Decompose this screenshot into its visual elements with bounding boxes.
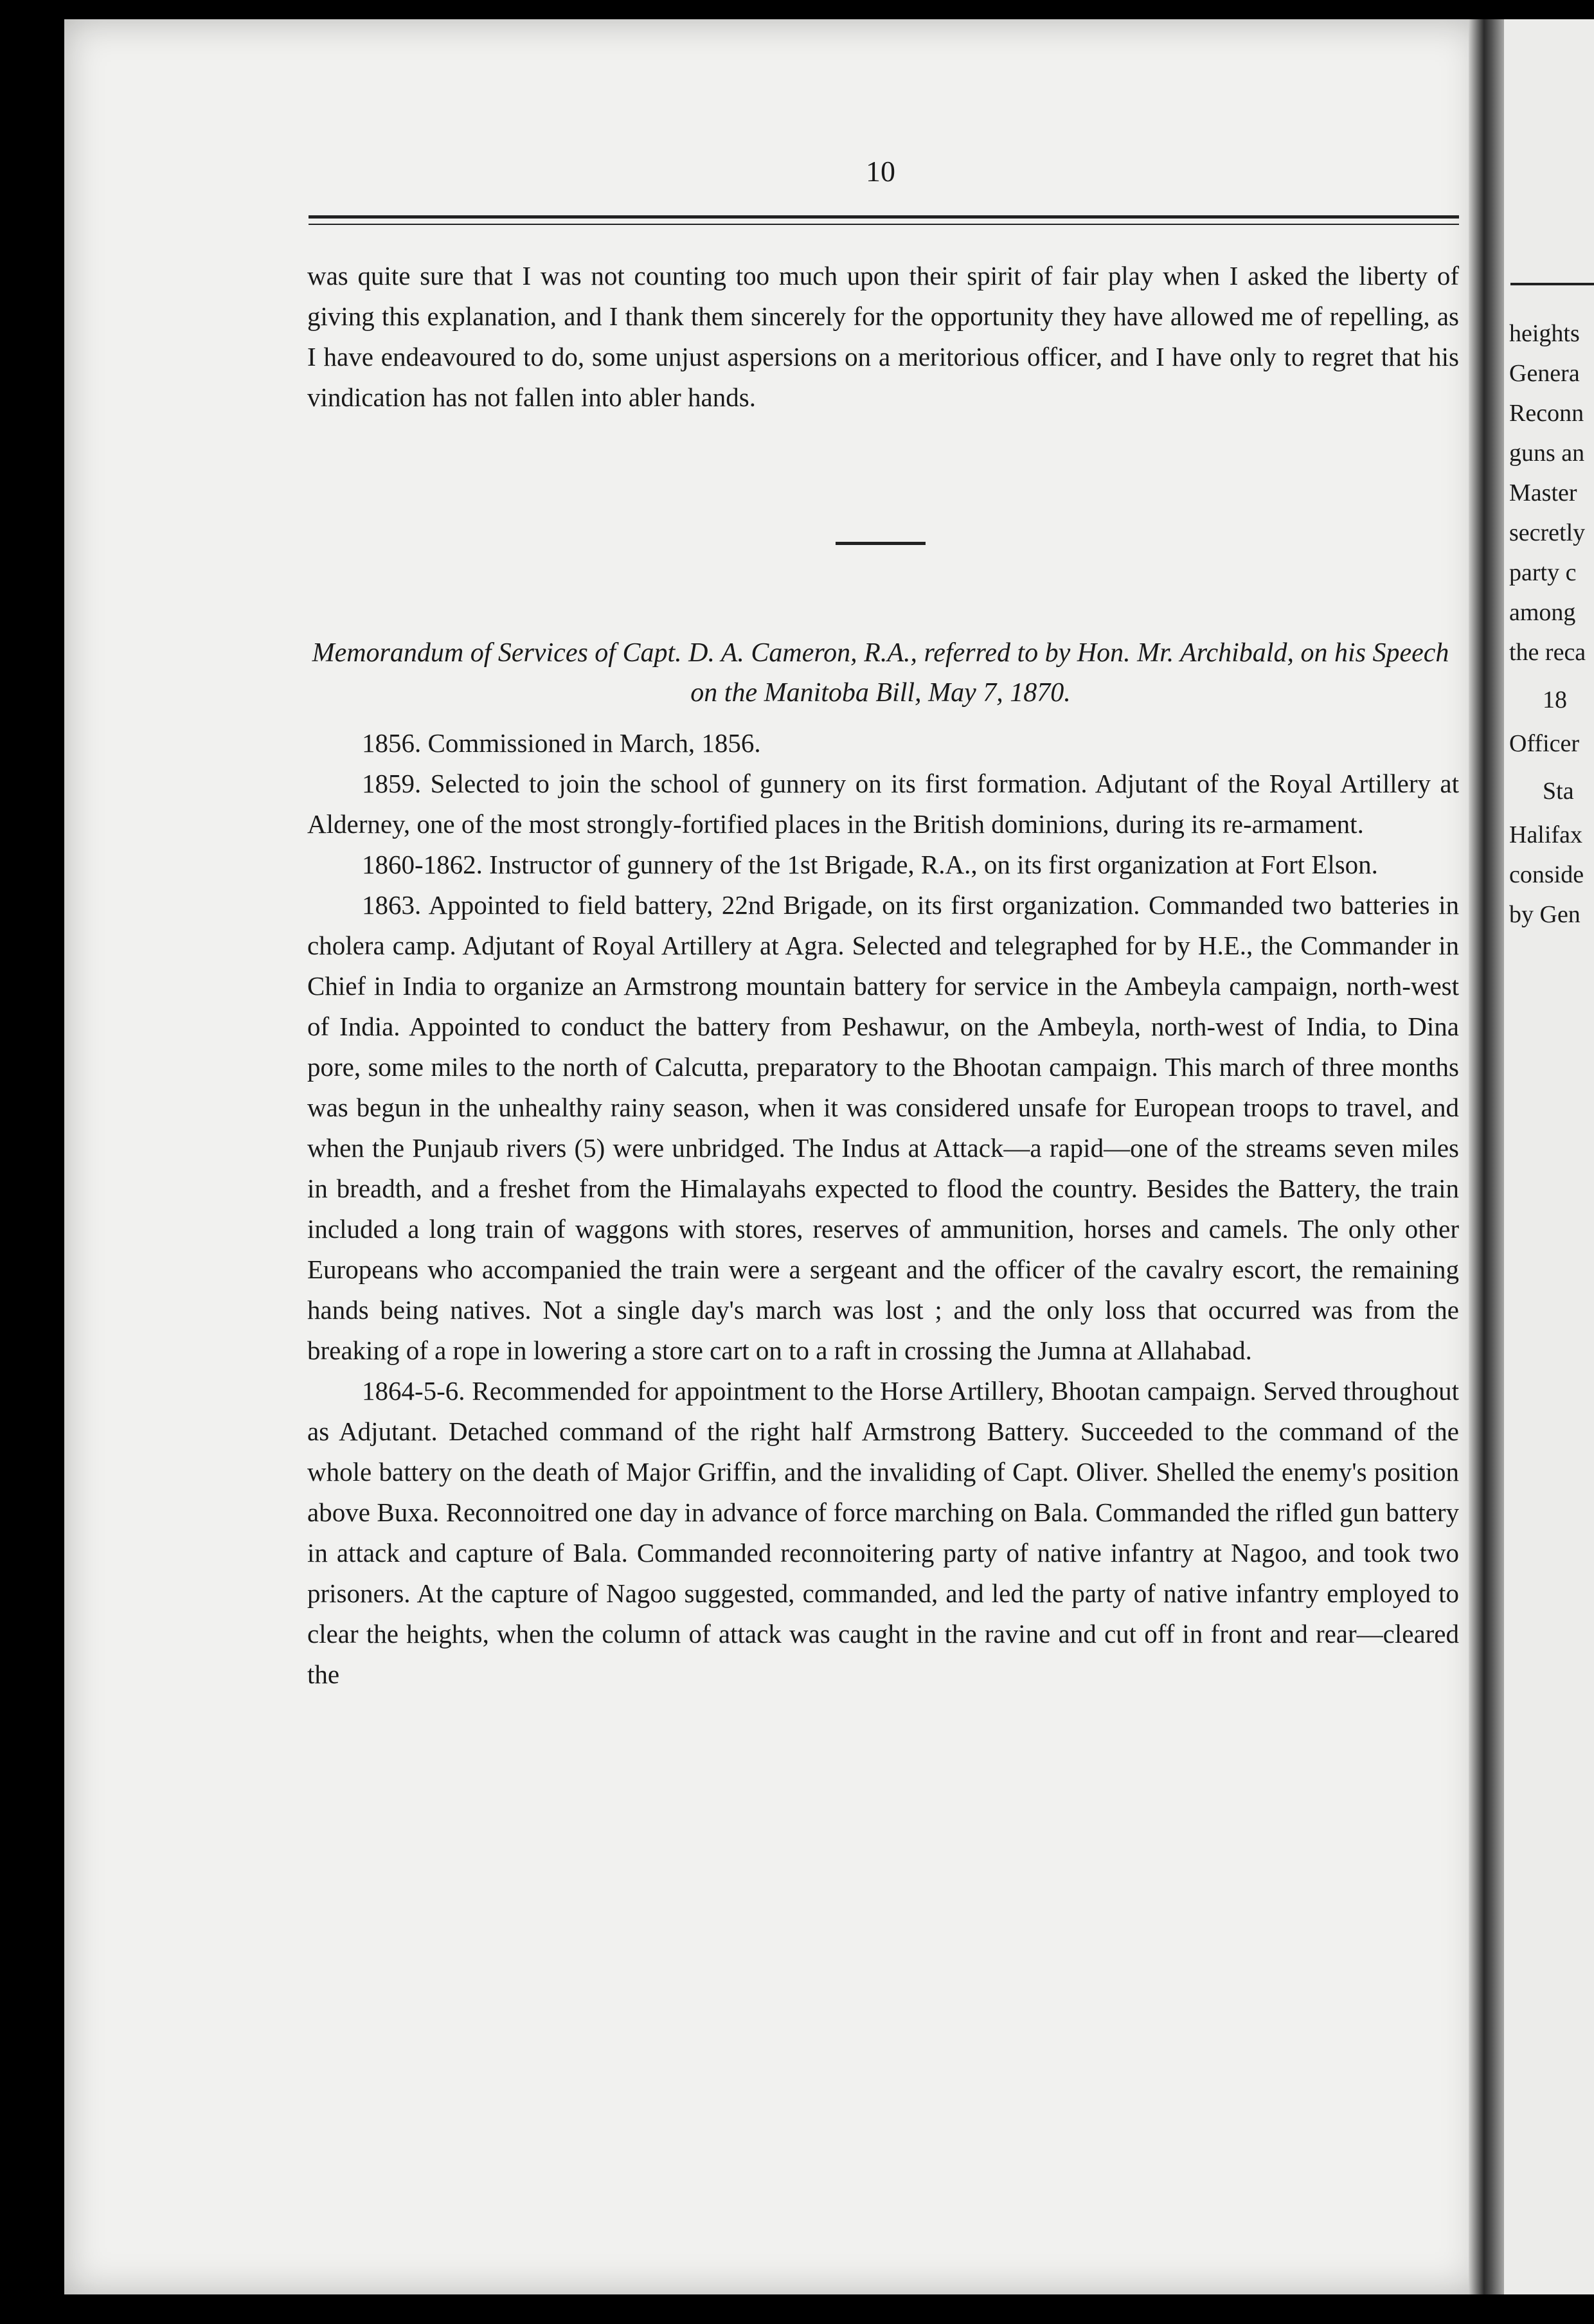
section-divider [836,542,926,545]
adjacent-line: Genera [1509,360,1580,387]
adjacent-page-fragment [1504,19,1594,2294]
entry-1864-5-6: 1864-5-6. Recommended for appointment to the Horse Artillery, Bhootan campaign. Served throughout as Adjutant. Detached command of the right half Armstrong Battery. Succeeded to the command of the whole battery on the death of Major Griffin, and the invaliding of Capt. Oliver. Shelled the enemy's position above Buxa. Reconnoitred one day in advance of force marching on Bala. Commanded the rifled gun battery in attack and capture of Bala. Commanded reconnoitering party of native infantry at Nagoo, and took two prisoners. At the capture of Nagoo suggested, commanded, and led the party of native infantry employed to clear the heights, when the column of attack was caught in the ravine and cut off in front and rear—cleared the [307,1376,1459,1689]
scan-speck [16,1800,24,1812]
entry-1863: 1863. Appointed to field battery, 22nd Brigade, on its first organization. Commanded two batteries in cholera camp. Adjutant of Royal Artillery at Agra. Selected and telegraphed for by H.E., the Commander in Chief in India to organize an Armstrong mountain battery for service in the Ambeyla campaign, north-west of India. Appointed to conduct the battery from Peshawur, on the Ambeyla, north-west of India, to Dina pore, some miles to the north of Calcutta, preparatory to the Bhootan campaign. This march of three months was begun in the unhealthy rainy season, when it was considered unsafe for European troops to travel, and when the Punjaub rivers (5) were unbridged. The Indus at Attack—a rapid—one of the streams seven miles in breadth, and a freshet from the Himalayahs expected to flood the country. Besides the Battery, the train included a long train of waggons with stores, reserves of ammunition, horses and camels. The only other Europeans who accompanied the train were a sergeant and the officer of the cavalry escort, the remaining hands being natives. Not a single day's march was lost ; and the only loss that occurred was from the breaking of a rope in lowering a store cart on to a raft in crossing the Jumna at Allahabad. [307,890,1459,1365]
adjacent-line: party c [1509,559,1577,586]
adjacent-line: heights [1509,320,1580,347]
entry-1859: 1859. Selected to join the school of gunnery on its first formation. Adjutant of the Royal Artillery at Alderney, one of the most strongly-fortified places in the British dominions, during its re-armament. [307,769,1459,839]
header-rule [309,215,1459,219]
adjacent-page-rule [1510,283,1594,285]
adjacent-line: among [1509,599,1576,626]
adjacent-line: the reca [1509,639,1586,666]
adjacent-line: guns an [1509,440,1585,467]
scan-speck [12,527,18,537]
memorandum-title: Memorandum of Services of Capt. D. A. Cameron, R.A., referred to by Hon. Mr. Archibald, on his Speech on the Manitoba Bill, May 7, 1870. [312,638,1449,708]
adjacent-line: conside [1509,861,1584,888]
service-entries [307,723,1459,1695]
adjacent-line: Reconn [1509,400,1584,427]
header-rule-thin [309,224,1459,225]
adjacent-line: Halifax [1509,821,1582,848]
adjacent-line: by Gen [1509,901,1581,928]
page-number: 10 [866,155,895,188]
scan-speck [24,379,33,393]
entry-1860-1862: 1860-1862. Instructor of gunnery of the 1st Brigade, R.A., on its first organization at Fort Elson. [362,850,1378,879]
adjacent-line: Master [1509,479,1577,506]
adjacent-line: secretly [1509,519,1586,546]
adjacent-line: 18 [1543,686,1567,713]
intro-text: was quite sure that I was not counting too much upon their spirit of fair play when I asked the liberty of giving this explanation, and I thank them sincerely for the opportunity they have allowed me of repelling, as I have endeavoured to do, some unjust aspersions on a meritorious officer, and I have only to regret that his vindication has not fallen into abler hands. [307,261,1459,412]
intro-paragraph [307,256,1459,418]
adjacent-line: Sta [1543,778,1574,805]
adjacent-line: Officer [1509,730,1580,757]
entry-1856: 1856. Commissioned in March, 1856. [362,728,761,758]
book-gutter [1469,19,1507,2294]
